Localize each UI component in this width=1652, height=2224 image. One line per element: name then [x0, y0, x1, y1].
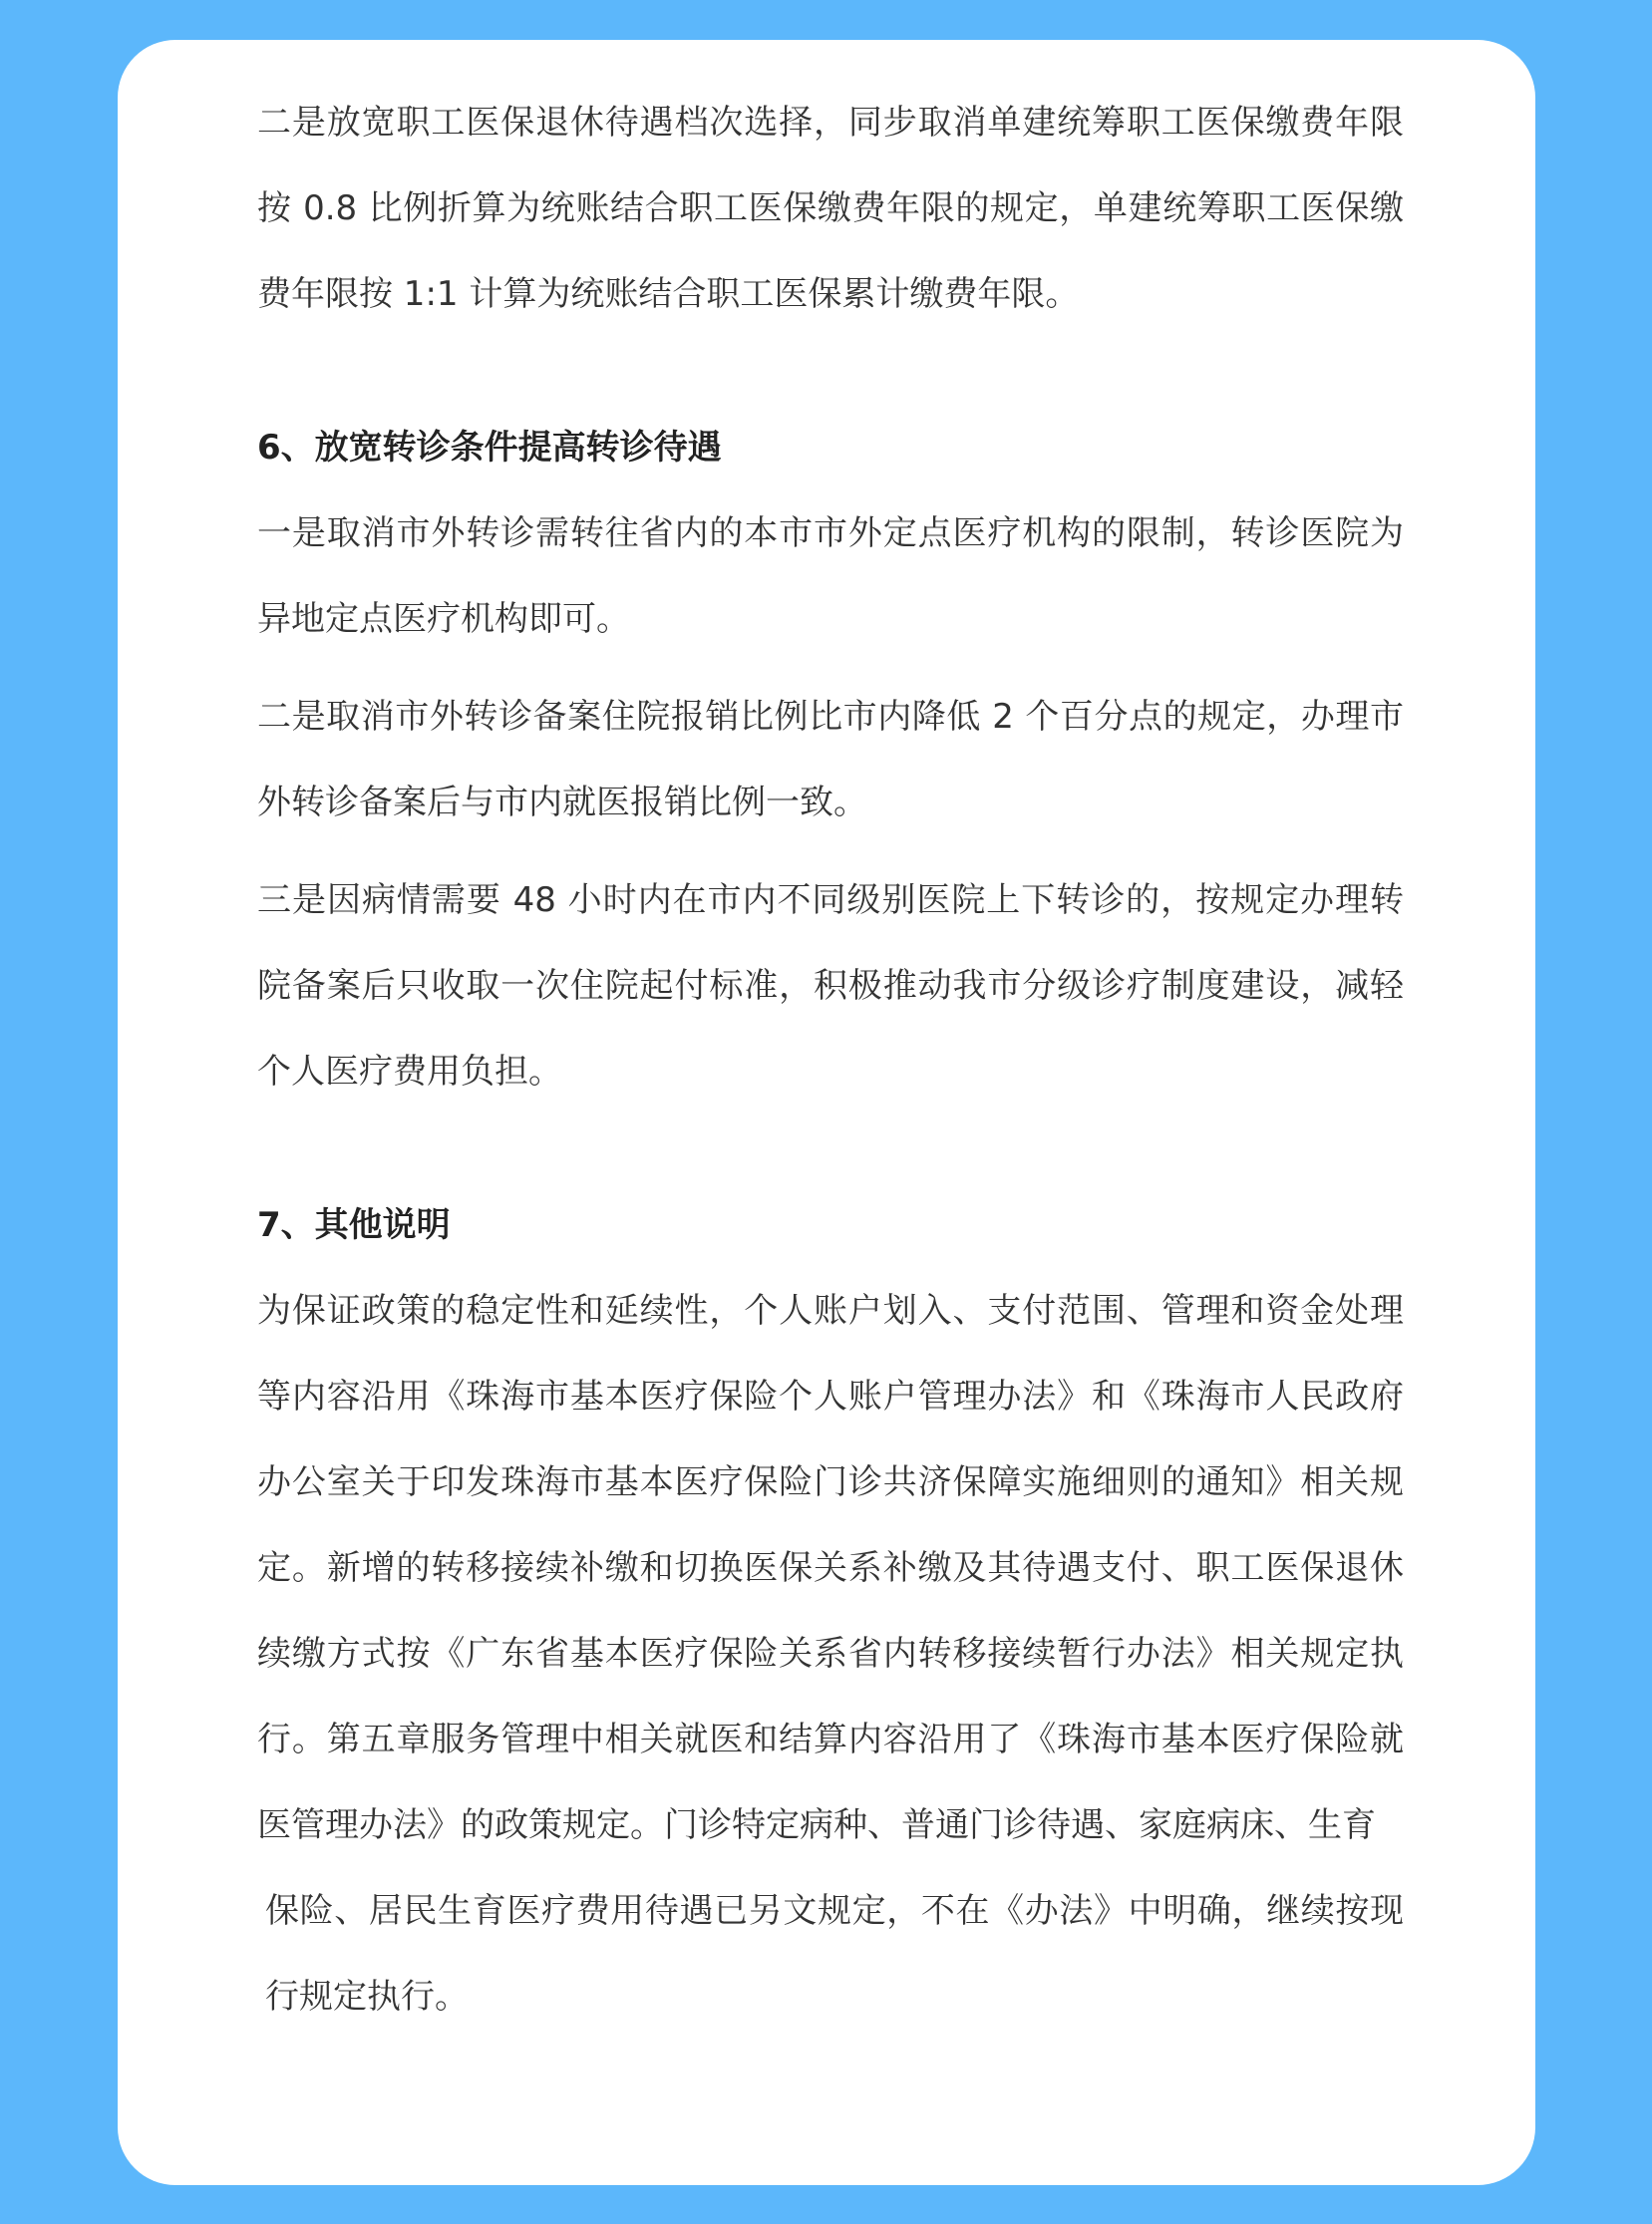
section7-paragraph-tail: 保险、居民生育医疗费用待遇已另文规定，不在《办法》中明确，继续按现行规定执行。 [265, 1891, 1404, 2017]
section7-heading: 7、其他说明 [257, 1205, 451, 1245]
article-body [257, 80, 1404, 2040]
section7-paragraph-main: 为保证政策的稳定性和延续性，个人账户划入、支付范围、管理和资金处理等内容沿用《珠海市基本医疗保险个人账户管理办法》和《珠海市人民政府办公室关于印发珠海市基本医疗保险门诊共济保障实施细则的通知》相关规定。新增的转移接续补缴和切换医保关系补缴及其待遇支付、职工医保退休续缴方式按《广东省基本医疗保险关系省内转移接续暂行办法》相关规定执行。第五章服务管理中相关就医和结算内容沿用了《珠海市基本医疗保险就医管理办法》的政策规定。门诊特定病种、普通门诊待遇、家庭病床、生育 [257, 1291, 1404, 1845]
section6-paragraph-1: 一是取消市外转诊需转往省内的本市市外定点医疗机构的限制，转诊医院为异地定点医疗机构即可。 [257, 513, 1404, 639]
section-spacer [257, 337, 1404, 405]
paragraph-spacer [257, 662, 1404, 674]
content-card [118, 40, 1535, 2185]
section6-heading: 6、放宽转诊条件提高转诊待遇 [257, 428, 722, 468]
section6-paragraph-3: 三是因病情需要 48 小时内在市内不同级别医院上下转诊的，按规定办理转院备案后只收取一次住院起付标准，积极推动我市分级诊疗制度建设，减轻个人医疗费用负担。 [257, 880, 1404, 1092]
section5-paragraph-2: 二是放宽职工医保退休待遇档次选择，同步取消单建统筹职工医保缴费年限按 0.8 比例折算为统账结合职工医保缴费年限的规定，单建统筹职工医保缴费年限按 1:1 计算为统账结合职工医保累计缴费年限。 [257, 103, 1404, 314]
paragraph-spacer [257, 845, 1404, 857]
section6-paragraph-2: 二是取消市外转诊备案住院报销比例比市内降低 2 个百分点的规定，办理市外转诊备案后与市内就医报销比例一致。 [257, 697, 1404, 822]
section-spacer [257, 1114, 1404, 1182]
